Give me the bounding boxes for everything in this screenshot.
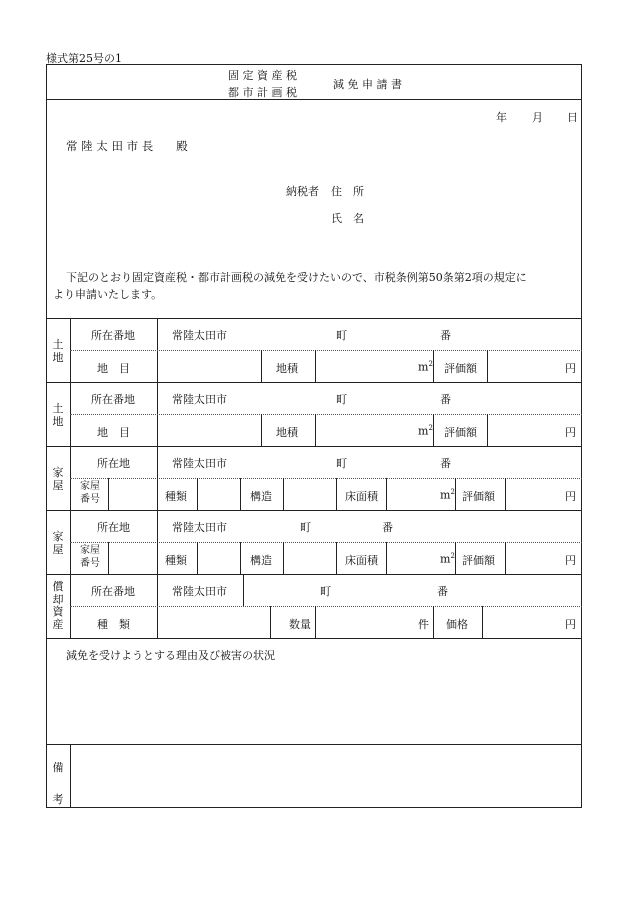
land-area-unit: $m^2$	[418, 424, 433, 438]
depreciable-qty-unit: 件	[418, 618, 429, 631]
title-tax-1: 固 定 資 産 税	[228, 69, 297, 82]
depreciable-price-label: 価格	[446, 618, 468, 631]
name-label: 氏 名	[331, 212, 364, 225]
depreciable-lot: 番	[437, 585, 448, 598]
statement-line-2: より申請いたします。	[53, 288, 163, 301]
house-location-label: 所在地	[97, 521, 130, 534]
land-city: 常陸太田市	[172, 393, 227, 406]
date-day: 日	[567, 111, 578, 124]
house-town: 町	[300, 521, 311, 534]
taxpayer-label: 納税者	[286, 185, 319, 198]
house-value-label: 評価額	[462, 554, 495, 567]
house-structure-label: 構造	[250, 554, 272, 567]
form-number: 様式第25号の1	[46, 52, 122, 65]
land-yen: 円	[565, 426, 576, 439]
depreciable-yen: 円	[565, 618, 576, 631]
depreciable-location-label: 所在番地	[91, 585, 135, 598]
land-location-label: 所在番地	[91, 393, 135, 406]
land-side-label-1: 土 地	[52, 338, 64, 364]
date-year: 年	[496, 111, 507, 124]
land-city: 常陸太田市	[172, 329, 227, 342]
land-category-label: 地 目	[97, 362, 130, 375]
land-area-label: 地積	[276, 362, 298, 375]
house-number-label: 家屋 番号	[80, 545, 100, 569]
house-floor-label: 床面積	[345, 554, 378, 567]
land-location-label: 所在番地	[91, 329, 135, 342]
house-town: 町	[336, 457, 347, 470]
land-yen: 円	[565, 362, 576, 375]
house-floor-label: 床面積	[345, 490, 378, 503]
house-area-unit: $m^2$	[440, 488, 455, 502]
address-label: 住 所	[331, 185, 364, 198]
house-location-label: 所在地	[97, 457, 130, 470]
land-value-label: 評価額	[444, 362, 477, 375]
depreciable-type-label: 種 類	[97, 618, 130, 631]
land-area-label: 地積	[276, 426, 298, 439]
house-side-label-1: 家 屋	[52, 466, 64, 492]
land-side-label-2: 土 地	[52, 402, 64, 428]
house-number-label: 家屋 番号	[80, 481, 100, 505]
house-side-label-2: 家 屋	[52, 530, 64, 556]
house-value-label: 評価額	[462, 490, 495, 503]
date-month: 月	[532, 111, 543, 124]
land-lot: 番	[440, 393, 451, 406]
land-town: 町	[336, 393, 347, 406]
house-yen: 円	[565, 554, 576, 567]
house-city: 常陸太田市	[172, 457, 227, 470]
land-area-unit: $m^2$	[418, 360, 433, 374]
reason-label: 減免を受けようとする理由及び被害の状況	[66, 649, 275, 662]
remarks-label: 備 考	[52, 761, 64, 806]
house-lot: 番	[382, 521, 393, 534]
depreciable-side-label: 償 却 資 産	[52, 580, 64, 631]
land-category-label: 地 目	[97, 426, 130, 439]
divider	[46, 318, 582, 319]
land-town: 町	[336, 329, 347, 342]
land-value-label: 評価額	[444, 426, 477, 439]
title-main: 減 免 申 請 書	[333, 78, 402, 91]
statement-line-1: 下記のとおり固定資産税・都市計画税の減免を受けたいので、市税条例第50条第2項の規定に	[66, 271, 527, 284]
title-tax-2: 都 市 計 画 税	[228, 86, 297, 99]
house-area-unit: $m^2$	[440, 552, 455, 566]
house-lot: 番	[440, 457, 451, 470]
house-type-label: 種類	[165, 490, 187, 503]
depreciable-qty-label: 数量	[289, 618, 311, 631]
depreciable-city: 常陸太田市	[172, 585, 227, 598]
divider	[46, 99, 582, 100]
depreciable-town: 町	[320, 585, 331, 598]
addressee: 常 陸 太 田 市 長 殿	[66, 139, 188, 153]
house-city: 常陸太田市	[172, 521, 227, 534]
house-structure-label: 構造	[250, 490, 272, 503]
land-lot: 番	[440, 329, 451, 342]
house-type-label: 種類	[165, 554, 187, 567]
house-yen: 円	[565, 490, 576, 503]
